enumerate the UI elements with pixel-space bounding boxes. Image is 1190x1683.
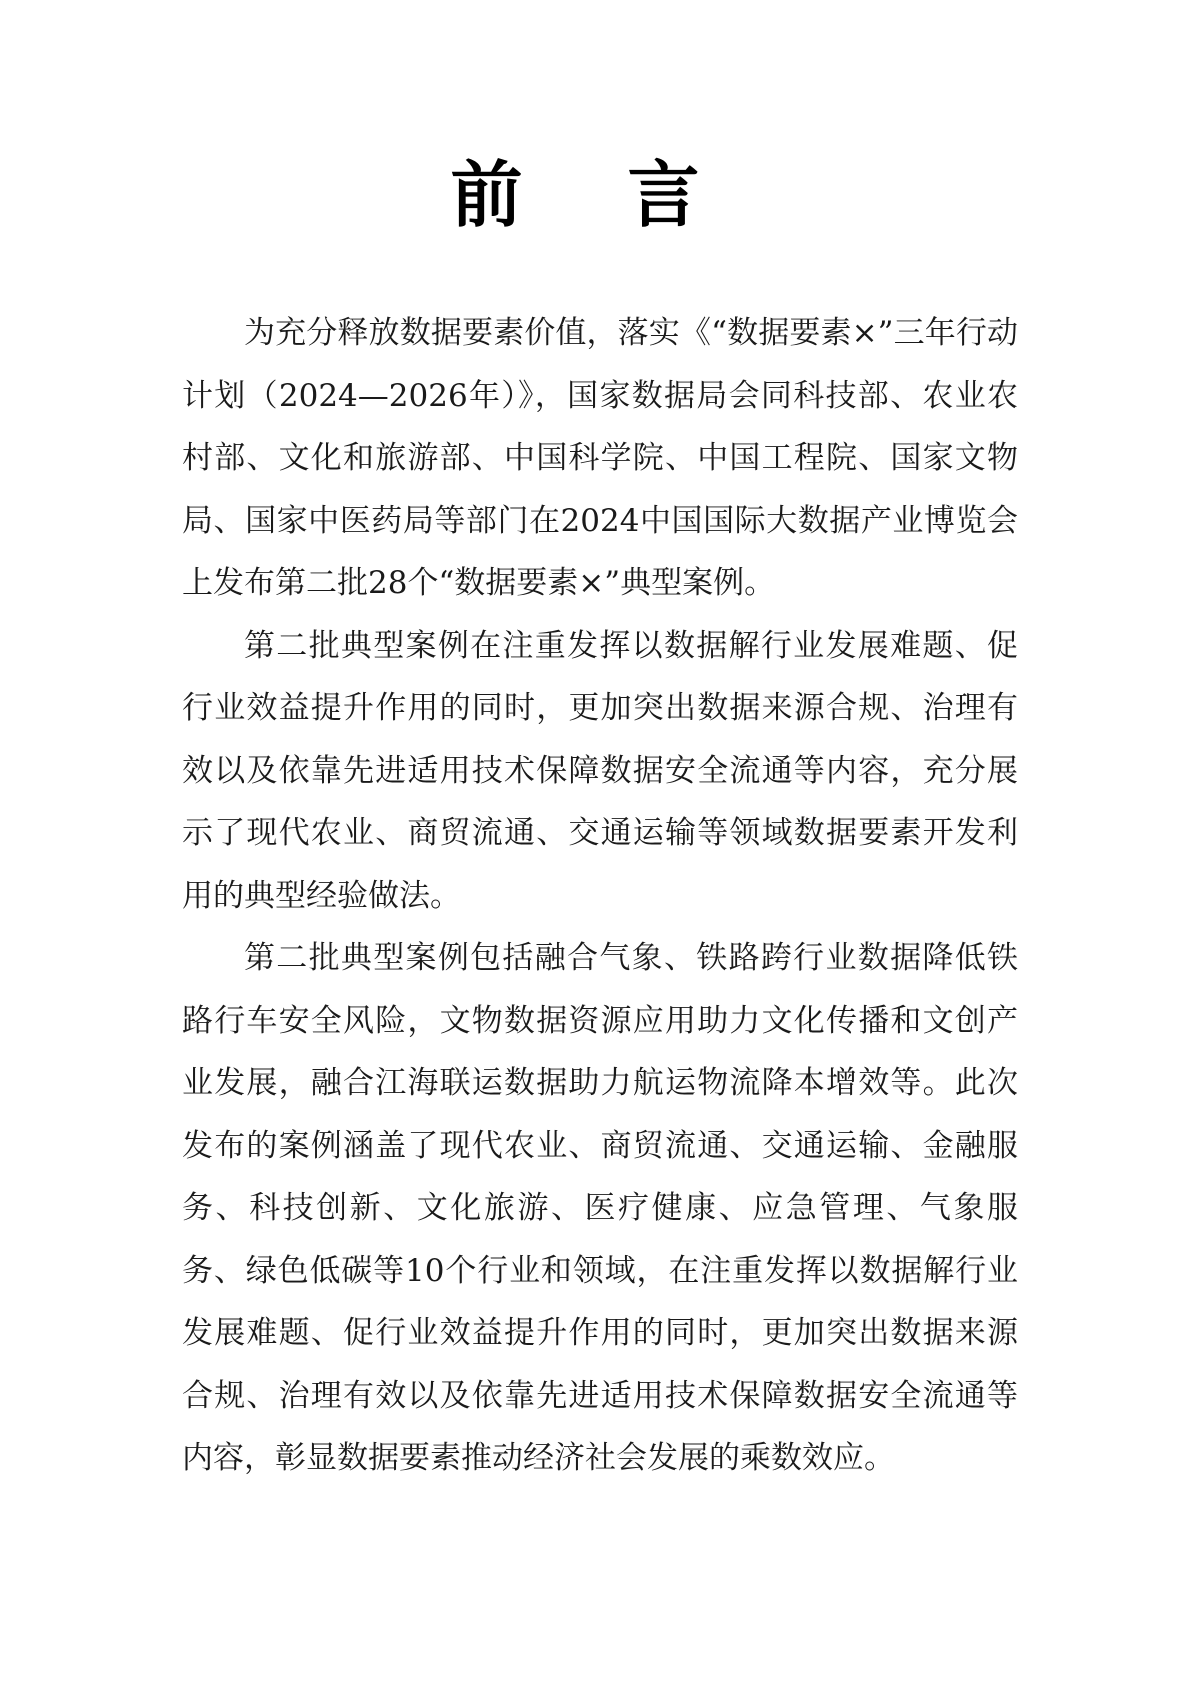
paragraph-1: 为充分释放数据要素价值，落实《“数据要素×”三年行动计划（2024—2026年）》，国家数据局会同科技部、农业农村部、文化和旅游部、中国科学院、中国工程院、国家文物局、国家中医药局等部门在2024中国国际大数据产业博览会上发布第二批28个“数据要素×”典型案例。 bbox=[182, 315, 1018, 601]
paragraph-3: 第二批典型案例包括融合气象、铁路跨行业数据降低铁路行车安全风险，文物数据资源应用助力文化传播和文创产业发展，融合江海联运数据助力航运物流降本增效等。此次发布的案例涵盖了现代农业、商贸流通、交通运输、金融服务、科技创新、文化旅游、医疗健康、应急管理、气象服务、绿色低碳等10个行业和领域，在注重发挥以数据解行业发展难题、促行业效益提升作用的同时，更加突出数据来源合规、治理有效以及依靠先进适用技术保障数据安全流通等内容，彰显数据要素推动经济社会发展的乘数效应。 bbox=[182, 940, 1018, 1476]
body-text bbox=[182, 302, 1018, 1490]
paragraph-2: 第二批典型案例在注重发挥以数据解行业发展难题、促行业效益提升作用的同时，更加突出数据来源合规、治理有效以及依靠先进适用技术保障数据安全流通等内容，充分展示了现代农业、商贸流通、交通运输等领域数据要素开发利用的典型经验做法。 bbox=[182, 627, 1018, 914]
page-title: 前 言 bbox=[450, 152, 740, 237]
